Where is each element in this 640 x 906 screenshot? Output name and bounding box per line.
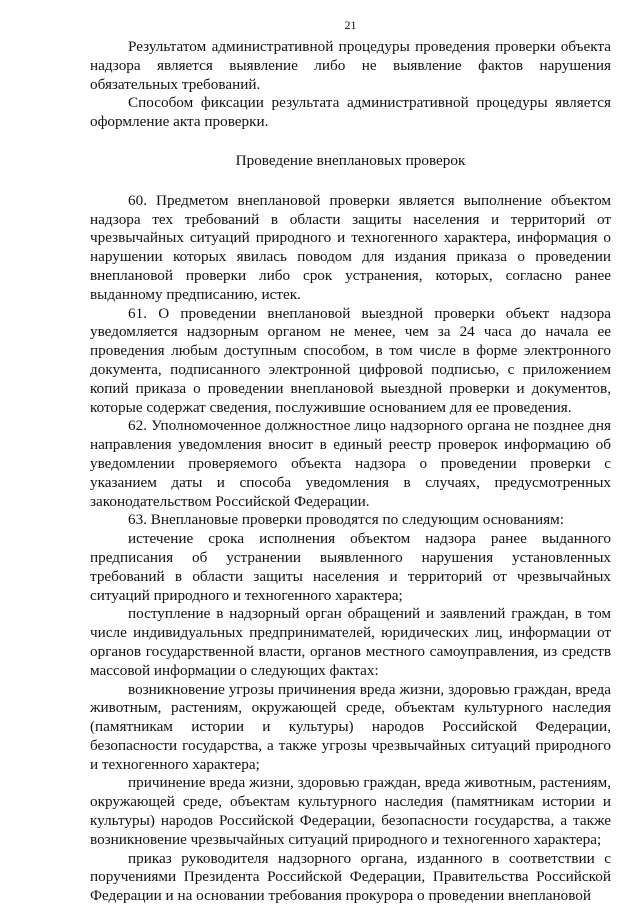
list-item-appeals: поступление в надзорный орган обращений и заявлений граждан, в том числе индивидуальных предпринимателей, юридических лиц, информации от органов государственной власти, органов местного самоуправления, из средств массовой информации о следующих фактах: [90,605,611,679]
list-item-harm: причинение вреда жизни, здоровью граждан, вреда животным, растениям, окружающей среде, объектам культурного наследия (памятникам истории и культуры) народов Российской Федерации, безопасности государства, а также возникновение чрезвычайных ситуаций природного и техногенного характера; [90,774,611,848]
paragraph-fixation: Способом фиксации результата административной процедуры является оформление акта проверки. [90,94,611,131]
paragraph-62: 62. Уполномоченное должностное лицо надзорного органа не позднее дня направления уведомления вносит в единый реестр проверок информацию об уведомлении проверяемого объекта надзора о проведении проверки с указанием даты и способа уведомления в случаях, предусмотренных законодательством Российской Федерации. [90,417,611,510]
paragraph-result: Результатом административной процедуры проведения проверки объекта надзора является выявление либо не выявление фактов нарушения обязательных требований. [90,38,611,93]
list-item-order: приказ руководителя надзорного органа, изданного в соответствии с поручениями Президента Российской Федерации, Правительства Российской Федерации и на основании требования прокурора о проведении внеплановой [90,849,611,905]
page-number: 21 [344,18,357,32]
paragraph-60: 60. Предметом внеплановой проверки является выполнение объектом надзора тех требований в области защиты населения и территорий от чрезвычайных ситуаций природного и техногенного характера, информация о нарушении которых явилась поводом для издания приказа о проведении внеплановой проверки либо срок устранения, которых, согласно ранее выданному предписанию, истек. [90,191,611,303]
section-heading: Проведение внеплановых проверок [235,151,466,169]
list-item-threat: возникновение угрозы причинения вреда жизни, здоровью граждан, вреда животным, растениям, окружающей среде, объектам культурного наследия (памятникам истории и культуры) народов Российской Федерации, безопасности государства, а также угрозы чрезвычайных ситуаций природного и техногенного характера; [90,680,611,773]
list-item-prescription-expiry: истечение срока исполнения объектом надзора ранее выданного предписания об устранении выявленного нарушения установленных требований в области защиты населения и территорий от чрезвычайных ситуаций природного и техногенного характера; [90,530,611,604]
paragraph-63: 63. Внеплановые проверки проводятся по следующим основаниям: [128,511,564,529]
paragraph-61: 61. О проведении внеплановой выездной проверки объект надзора уведомляется надзорным органом не менее, чем за 24 часа до начала ее проведения любым доступным способом, в том числе в форме электронного документа, подписанного электронной цифровой подписью, с приложением копий приказа о проведении внеплановой выездной проверки и документов, которые содержат сведения, послужившие основанием для ее проведения. [90,304,611,416]
